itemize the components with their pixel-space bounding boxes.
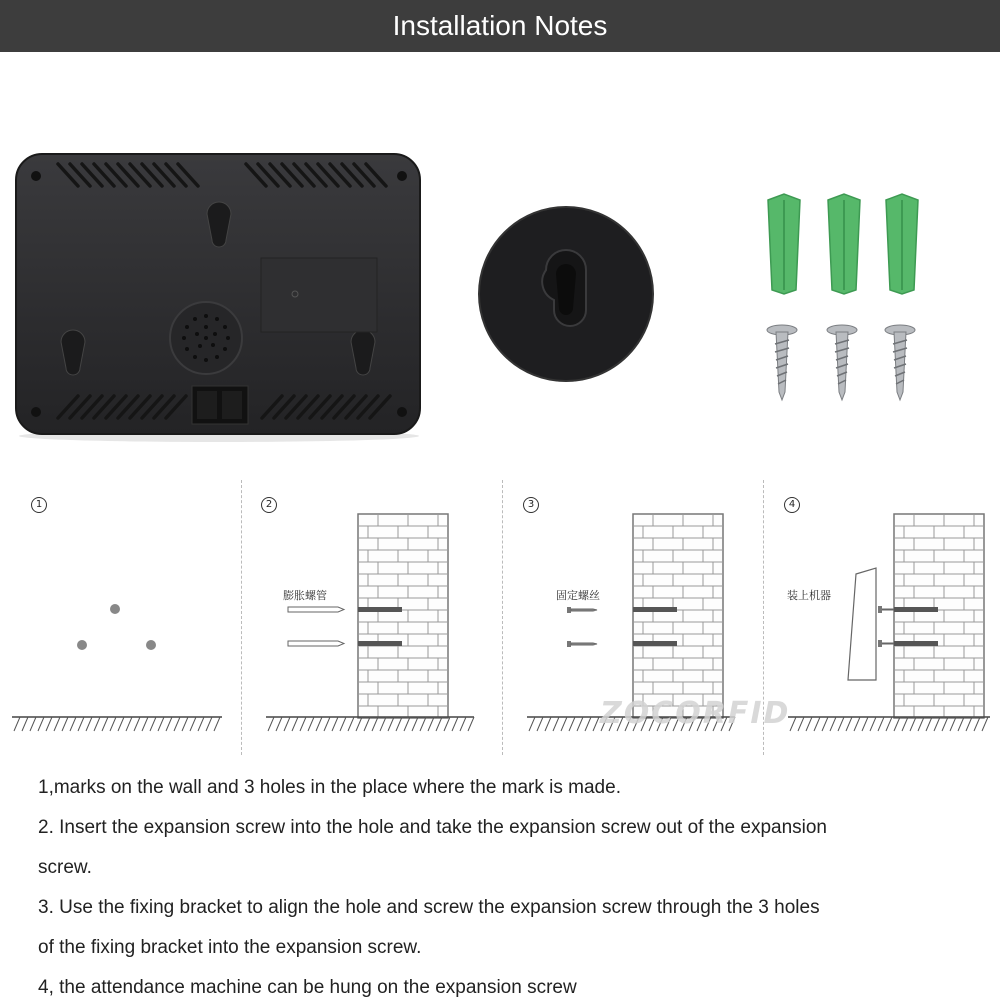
wall-anchors-image: [760, 190, 930, 300]
instruction-line: of the fixing bracket into the expansion screw.: [38, 937, 422, 958]
step-divider: [502, 480, 503, 755]
step-2-label: 膨胀螺管: [283, 589, 327, 602]
installation-steps: [0, 470, 1000, 760]
step-4-label: 装上机器: [787, 589, 831, 602]
page-header: [0, 0, 1000, 52]
step-4-diagram: [784, 510, 994, 745]
step-1-diagram: [8, 590, 228, 740]
page-title: Installation Notes: [392, 10, 608, 41]
step-2-diagram: [262, 510, 477, 745]
instruction-line: 3. Use the fixing bracket to align the hole and screw the expansion screw through the 3 holes: [38, 897, 820, 918]
device-back-image: [14, 150, 424, 445]
step-2-number: 2: [261, 497, 277, 513]
step-1-number: 1: [31, 497, 47, 513]
instruction-line: 1,marks on the wall and 3 holes in the place where the mark is made.: [38, 777, 621, 798]
watermark: ZOCORFID: [600, 696, 791, 731]
step-3-number: 3: [523, 497, 539, 513]
instruction-line: screw.: [38, 857, 92, 878]
instructions-text: [38, 768, 988, 1008]
step-3-label: 固定螺丝: [556, 589, 600, 602]
step-divider: [241, 480, 242, 755]
screws-image: [760, 322, 930, 402]
instruction-line: 4, the attendance machine can be hung on the expansion screw: [38, 977, 577, 998]
step-4-number: 4: [784, 497, 800, 513]
mounting-bracket-image: [474, 204, 660, 384]
instruction-line: 2. Insert the expansion screw into the hole and take the expansion screw out of the expansion: [38, 817, 828, 838]
